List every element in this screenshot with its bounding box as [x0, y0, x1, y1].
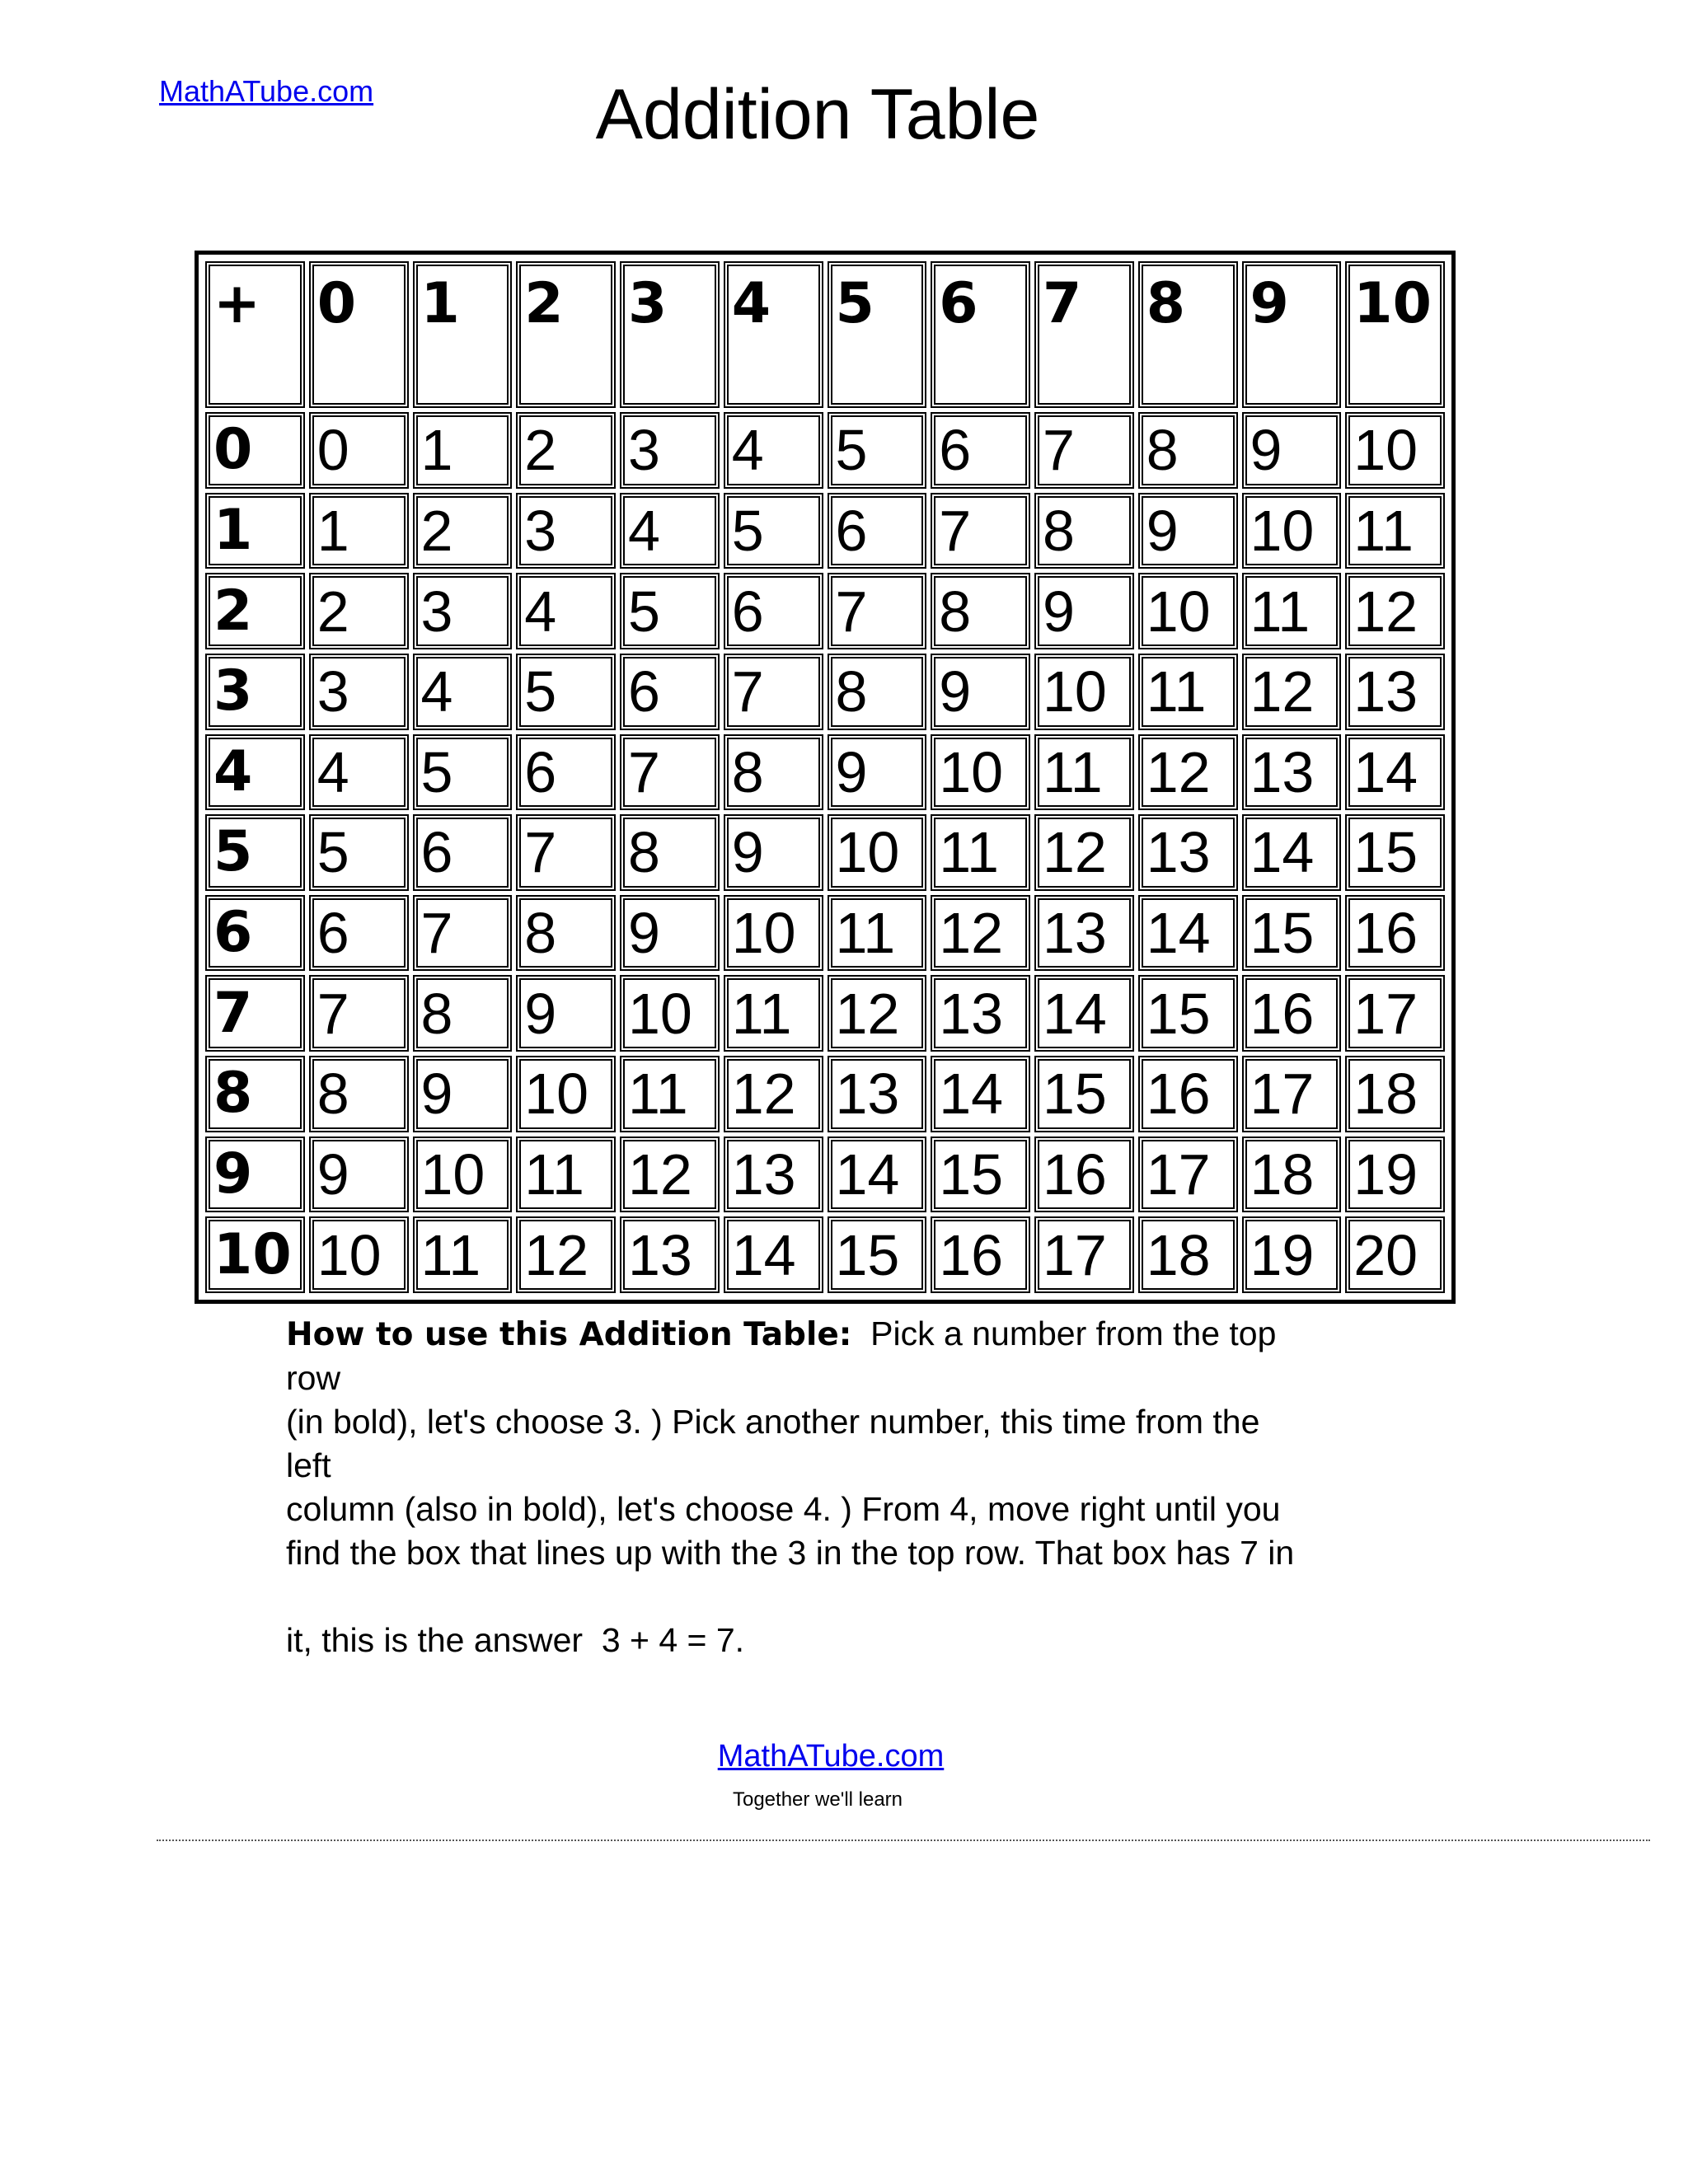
instructions-line-1 [286, 1312, 1382, 1357]
instructions-line-5: column (also in bold), let's choose 4. ) From 4, move right until you [286, 1490, 1281, 1528]
sum-cell: 11 [620, 1056, 720, 1132]
sum-cell: 17 [1242, 1056, 1342, 1132]
sum-cell: 8 [516, 895, 616, 972]
sum-cell: 13 [620, 1216, 720, 1293]
sum-cell: 12 [516, 1216, 616, 1293]
sum-cell: 12 [620, 1137, 720, 1213]
site-link-top[interactable]: MathATube.com [159, 74, 374, 108]
instructions-spacer [286, 1575, 1382, 1619]
sum-cell: 12 [724, 1056, 823, 1132]
table-row [205, 573, 1445, 649]
sum-cell: 5 [309, 814, 409, 891]
sum-cell: 4 [620, 493, 720, 569]
sum-cell: 6 [828, 493, 927, 569]
site-link-bottom[interactable]: MathATube.com [717, 1739, 945, 1774]
sum-cell: 5 [724, 493, 823, 569]
row-header-6: 6 [205, 895, 305, 972]
sum-cell: 3 [309, 654, 409, 730]
sum-cell: 12 [1034, 814, 1134, 891]
sum-cell: 10 [931, 734, 1030, 811]
dotted-divider [157, 1840, 1650, 1841]
row-header-2: 2 [205, 573, 305, 649]
column-header-0: 0 [309, 261, 409, 408]
sum-cell: 4 [724, 412, 823, 489]
sum-cell: 7 [1034, 412, 1134, 489]
table-row [205, 975, 1445, 1052]
sum-cell: 5 [516, 654, 616, 730]
sum-cell: 9 [1034, 573, 1134, 649]
sum-cell: 12 [1345, 573, 1445, 649]
sum-cell: 13 [1242, 734, 1342, 811]
column-header-6: 6 [931, 261, 1030, 408]
sum-cell: 2 [413, 493, 513, 569]
sum-cell: 5 [413, 734, 513, 811]
sum-cell: 18 [1345, 1056, 1445, 1132]
sum-cell: 15 [1345, 814, 1445, 891]
row-header-9: 9 [205, 1137, 305, 1213]
row-header-3: 3 [205, 654, 305, 730]
addition-table [201, 257, 1449, 1297]
sum-cell: 13 [1034, 895, 1134, 972]
sum-cell: 6 [620, 654, 720, 730]
sum-cell: 3 [516, 493, 616, 569]
column-header-3: 3 [620, 261, 720, 408]
sum-cell: 10 [724, 895, 823, 972]
row-header-8: 8 [205, 1056, 305, 1132]
sum-cell: 10 [309, 1216, 409, 1293]
sum-cell: 13 [724, 1137, 823, 1213]
instructions-line-7: it, this is the answer 3 + 4 = 7. [286, 1621, 745, 1659]
sum-cell: 10 [1242, 493, 1342, 569]
sum-cell: 6 [413, 814, 513, 891]
sum-cell: 20 [1345, 1216, 1445, 1293]
sum-cell: 13 [828, 1056, 927, 1132]
row-header-10: 10 [205, 1216, 305, 1293]
sum-cell: 1 [413, 412, 513, 489]
sum-cell: 14 [1242, 814, 1342, 891]
sum-cell: 11 [724, 975, 823, 1052]
row-header-1: 1 [205, 493, 305, 569]
row-header-5: 5 [205, 814, 305, 891]
sum-cell: 3 [620, 412, 720, 489]
table-row [205, 895, 1445, 972]
sum-cell: 8 [724, 734, 823, 811]
sum-cell: 4 [413, 654, 513, 730]
sum-cell: 11 [1034, 734, 1134, 811]
sum-cell: 12 [1242, 654, 1342, 730]
sum-cell: 11 [516, 1137, 616, 1213]
sum-cell: 8 [1034, 493, 1134, 569]
sum-cell: 11 [1138, 654, 1238, 730]
sum-cell: 17 [1345, 975, 1445, 1052]
sum-cell: 11 [931, 814, 1030, 891]
instructions [286, 1312, 1382, 1662]
sum-cell: 17 [1034, 1216, 1134, 1293]
instructions-line-3: (in bold), let's choose 3. ) Pick another number, this time from the [286, 1403, 1260, 1441]
instructions-line-2: row [286, 1359, 341, 1397]
table-row [205, 654, 1445, 730]
column-header-5: 5 [828, 261, 927, 408]
sum-cell: 6 [931, 412, 1030, 489]
sum-cell: 15 [1242, 895, 1342, 972]
sum-cell: 15 [828, 1216, 927, 1293]
sum-cell: 12 [1138, 734, 1238, 811]
sum-cell: 7 [413, 895, 513, 972]
sum-cell: 13 [1138, 814, 1238, 891]
sum-cell: 9 [309, 1137, 409, 1213]
sum-cell: 2 [309, 573, 409, 649]
sum-cell: 15 [1138, 975, 1238, 1052]
sum-cell: 8 [413, 975, 513, 1052]
sum-cell: 14 [1345, 734, 1445, 811]
table-row [205, 734, 1445, 811]
instructions-lead: How to use this Addition Table: [286, 1316, 852, 1353]
sum-cell: 9 [1138, 493, 1238, 569]
sum-cell: 0 [309, 412, 409, 489]
sum-cell: 11 [1345, 493, 1445, 569]
sum-cell: 16 [1138, 1056, 1238, 1132]
sum-cell: 16 [1034, 1137, 1134, 1213]
sum-cell: 17 [1138, 1137, 1238, 1213]
sum-cell: 10 [516, 1056, 616, 1132]
sum-cell: 9 [828, 734, 927, 811]
sum-cell: 3 [413, 573, 513, 649]
sum-cell: 10 [620, 975, 720, 1052]
table-row [205, 1216, 1445, 1293]
tagline: Together we'll learn [732, 1788, 903, 1811]
sum-cell: 8 [1138, 412, 1238, 489]
sum-cell: 7 [931, 493, 1030, 569]
sum-cell: 15 [931, 1137, 1030, 1213]
sum-cell: 12 [931, 895, 1030, 972]
sum-cell: 13 [931, 975, 1030, 1052]
sum-cell: 19 [1242, 1216, 1342, 1293]
sum-cell: 7 [620, 734, 720, 811]
sum-cell: 11 [413, 1216, 513, 1293]
sum-cell: 7 [828, 573, 927, 649]
instructions-line-1-text: Pick a number from the top [851, 1315, 1277, 1352]
row-header-4: 4 [205, 734, 305, 811]
sum-cell: 6 [724, 573, 823, 649]
sum-cell: 16 [1242, 975, 1342, 1052]
instructions-line-4: left [286, 1446, 331, 1484]
sum-cell: 16 [1345, 895, 1445, 972]
sum-cell: 14 [931, 1056, 1030, 1132]
sum-cell: 9 [724, 814, 823, 891]
sum-cell: 10 [1138, 573, 1238, 649]
sum-cell: 10 [1345, 412, 1445, 489]
sum-cell: 11 [1242, 573, 1342, 649]
sum-cell: 9 [620, 895, 720, 972]
column-header-8: 8 [1138, 261, 1238, 408]
sum-cell: 14 [1034, 975, 1134, 1052]
sum-cell: 14 [724, 1216, 823, 1293]
instructions-line-6: find the box that lines up with the 3 in the top row. That box has 7 in [286, 1534, 1295, 1572]
table-row [205, 814, 1445, 891]
sum-cell: 10 [1034, 654, 1134, 730]
table-row [205, 412, 1445, 489]
sum-cell: 9 [413, 1056, 513, 1132]
sum-cell: 19 [1345, 1137, 1445, 1213]
sum-cell: 2 [516, 412, 616, 489]
row-header-7: 7 [205, 975, 305, 1052]
sum-cell: 14 [828, 1137, 927, 1213]
sum-cell: 5 [620, 573, 720, 649]
sum-cell: 16 [931, 1216, 1030, 1293]
column-header-1: 1 [413, 261, 513, 408]
column-header-2: 2 [516, 261, 616, 408]
sum-cell: 8 [309, 1056, 409, 1132]
sum-cell: 8 [620, 814, 720, 891]
sum-cell: 14 [1138, 895, 1238, 972]
sum-cell: 4 [516, 573, 616, 649]
column-header-10: 10 [1345, 261, 1445, 408]
sum-cell: 9 [516, 975, 616, 1052]
row-header-0: 0 [205, 412, 305, 489]
sum-cell: 13 [1345, 654, 1445, 730]
sum-cell: 18 [1242, 1137, 1342, 1213]
sum-cell: 18 [1138, 1216, 1238, 1293]
sum-cell: 9 [1242, 412, 1342, 489]
sum-cell: 12 [828, 975, 927, 1052]
sum-cell: 7 [309, 975, 409, 1052]
page-title: Addition Table [595, 75, 1040, 154]
sum-cell: 8 [828, 654, 927, 730]
table-row [205, 1137, 1445, 1213]
table-row [205, 1056, 1445, 1132]
sum-cell: 8 [931, 573, 1030, 649]
column-header-7: 7 [1034, 261, 1134, 408]
sum-cell: 15 [1034, 1056, 1134, 1132]
column-header-4: 4 [724, 261, 823, 408]
table-header-row [205, 261, 1445, 408]
sum-cell: 7 [516, 814, 616, 891]
addition-table-frame [195, 251, 1456, 1304]
sum-cell: 10 [413, 1137, 513, 1213]
table-corner-plus: + [205, 261, 305, 408]
sum-cell: 4 [309, 734, 409, 811]
sum-cell: 11 [828, 895, 927, 972]
sum-cell: 5 [828, 412, 927, 489]
sum-cell: 10 [828, 814, 927, 891]
sum-cell: 1 [309, 493, 409, 569]
sum-cell: 9 [931, 654, 1030, 730]
column-header-9: 9 [1242, 261, 1342, 408]
sum-cell: 6 [516, 734, 616, 811]
sum-cell: 7 [724, 654, 823, 730]
sum-cell: 6 [309, 895, 409, 972]
table-row [205, 493, 1445, 569]
